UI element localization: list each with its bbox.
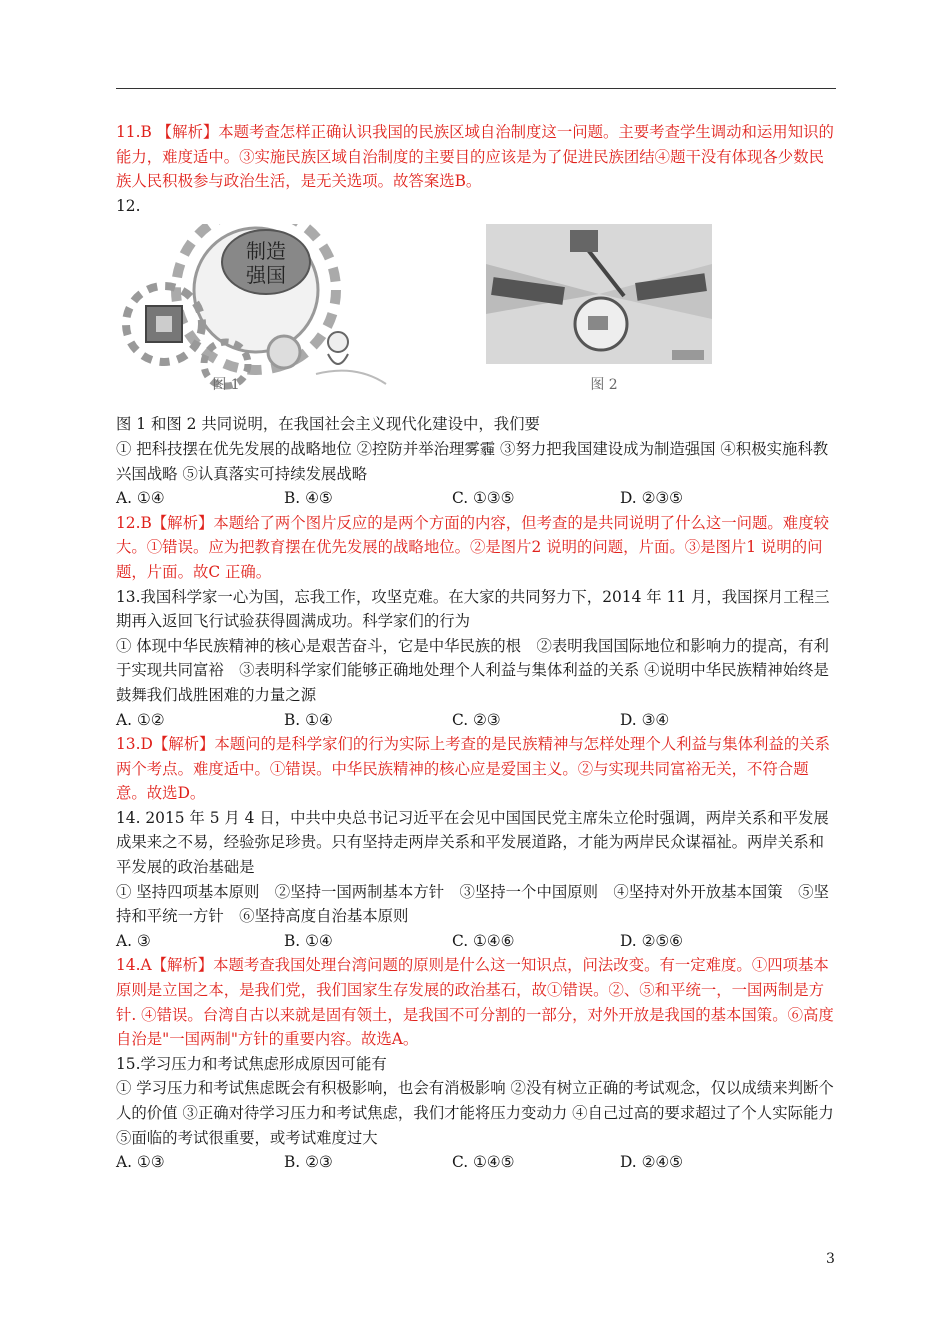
q15-option-c: C. ①④⑤ [452, 1153, 515, 1172]
q15-options [116, 1150, 838, 1175]
figure-1 [116, 224, 416, 402]
q14-option-b: B. ①④ [284, 931, 333, 950]
q14-stem: 14. 2015 年 5 月 4 日，中共中央总书记习近平在会见中国国民党主席朱立伦时强调，两岸关系和平发展成果来之不易，经验弥足珍贵。只有坚持走两岸关系和平发展道路，才能为两岸民众谋福祉。两岸关系和平发展的政治基础是 [116, 808, 829, 877]
page-number: 3 [826, 1251, 835, 1267]
q13-option-c: C. ②③ [452, 710, 501, 729]
figure-1-caption: 图 1 [212, 377, 240, 394]
q14-option-d: D. ②⑤⑥ [620, 931, 683, 950]
q13-options [116, 708, 838, 733]
q14-option-a: A. ③ [116, 931, 151, 950]
q14-options [116, 929, 838, 954]
q12-number: 12. [116, 196, 141, 215]
figure-2 [486, 224, 716, 402]
q13-option-a: A. ①② [116, 710, 165, 729]
figure-2-caption: 图 2 [590, 377, 618, 394]
fig1-text-1: 制造 [246, 239, 286, 264]
worker-figure-icon [328, 332, 348, 352]
q14-answer: 14.A【解析】本题考查我国处理台湾问题的原则是什么这一知识点，问法改变。有一定难度。①四项基本原则是立国之本，是我们党，我们国家生存发展的政治基石，故①错误。②、⑤和平统一，一国两制是方针. ④错误。台湾自古以来就是固有领土，是我国不可分割的一部分，对外开放是我国的基本国策。⑥高度自治是"一国两制"方针的重要内容。故选A。 [116, 956, 834, 1049]
q12-answer: 12.B【解析】本题给了两个图片反应的是两个方面的内容，但考查的是共同说明了什么这一问题。难度较大。①错误。应为把教育摆在优先发展的战略地位。②是图片2 说明的问题，片面。③是图片1 说明的问题，片面。故C 正确。 [116, 513, 829, 581]
q12-options [116, 486, 838, 511]
q12-statements: ① 把科技摆在优先发展的战略地位 ②控防并举治理雾霾 ③努力把我国建设成为制造强国 ④积极实施科教兴国战略 ⑤认真落实可持续发展战略 [116, 439, 829, 483]
q15-option-b: B. ②③ [284, 1153, 333, 1172]
q13-answer: 13.D【解析】本题问的是科学家们的行为实际上考查的是民族精神与怎样处理个人利益与集体利益的关系两个考点。难度适中。①错误。中华民族精神的核心应是爱国主义。②与实现共同富裕无关，不符合题意。故选D。 [116, 735, 831, 803]
q12-option-b: B. ④⑤ [284, 489, 333, 508]
q14-option-c: C. ①④⑥ [452, 931, 515, 950]
fig1-text-2: 强国 [246, 263, 286, 288]
q12-option-c: C. ①③⑤ [452, 489, 515, 508]
q11-answer: 11.B 【解析】本题考查怎样正确认识我国的民族区域自治制度这一问题。主要考查学生调动和运用知识的能力，难度适中。③实施民族区域自治制度的主要目的应该是为了促进民族团结④题干没有体现各少数民族人民积极参与政治生活，是无关选项。故答案选B。 [116, 123, 834, 191]
q15-statements: ① 学习压力和考试焦虑既会有积极影响，也会有消极影响 ②没有树立正确的考试观念，仅以成绩来判断个人的价值 ③正确对待学习压力和考试焦虑，我们才能将压力变动力 ④自己过高的要求超过了个人实际能力 ⑤面临的考试很重要，或考试难度过大 [116, 1079, 834, 1147]
page-content [116, 120, 838, 1175]
q13-option-b: B. ①④ [284, 710, 333, 729]
q14-statements: ① 坚持四项基本原则 ②坚持一国两制基本方针 ③坚持一个中国原则 ④坚持对外开放基本国策 ⑤坚持和平统一方针 ⑥坚持高度自治基本原则 [116, 882, 829, 926]
q12-option-d: D. ②③⑤ [620, 489, 683, 508]
q12-option-a: A. ①④ [116, 489, 165, 508]
q15-stem: 15.学习压力和考试焦虑形成原因可能有 [116, 1054, 387, 1073]
q15-option-a: A. ①③ [116, 1153, 165, 1172]
q12-figures [116, 224, 838, 402]
q13-stem: 13.我国科学家一心为国，忘我工作，攻坚克难。在大家的共同努力下，2014 年 11 月，我国探月工程三期再入返回飞行试验获得圆满成功。科学家们的行为 [116, 587, 830, 631]
header-rule [116, 88, 836, 89]
q15-option-d: D. ②④⑤ [620, 1153, 683, 1172]
q13-statements: ① 体现中华民族精神的核心是艰苦奋斗，它是中华民族的根 ②表明我国国际地位和影响力的提高，有利于实现共同富裕 ③表明科学家们能够正确地处理个人利益与集体利益的关系 ④说明中华民族精神始终是鼓舞我们战胜困难的力量之源 [116, 636, 829, 704]
q12-stem: 图 1 和图 2 共同说明，在我国社会主义现代化建设中，我们要 [116, 415, 540, 434]
q13-option-d: D. ③④ [620, 710, 670, 729]
